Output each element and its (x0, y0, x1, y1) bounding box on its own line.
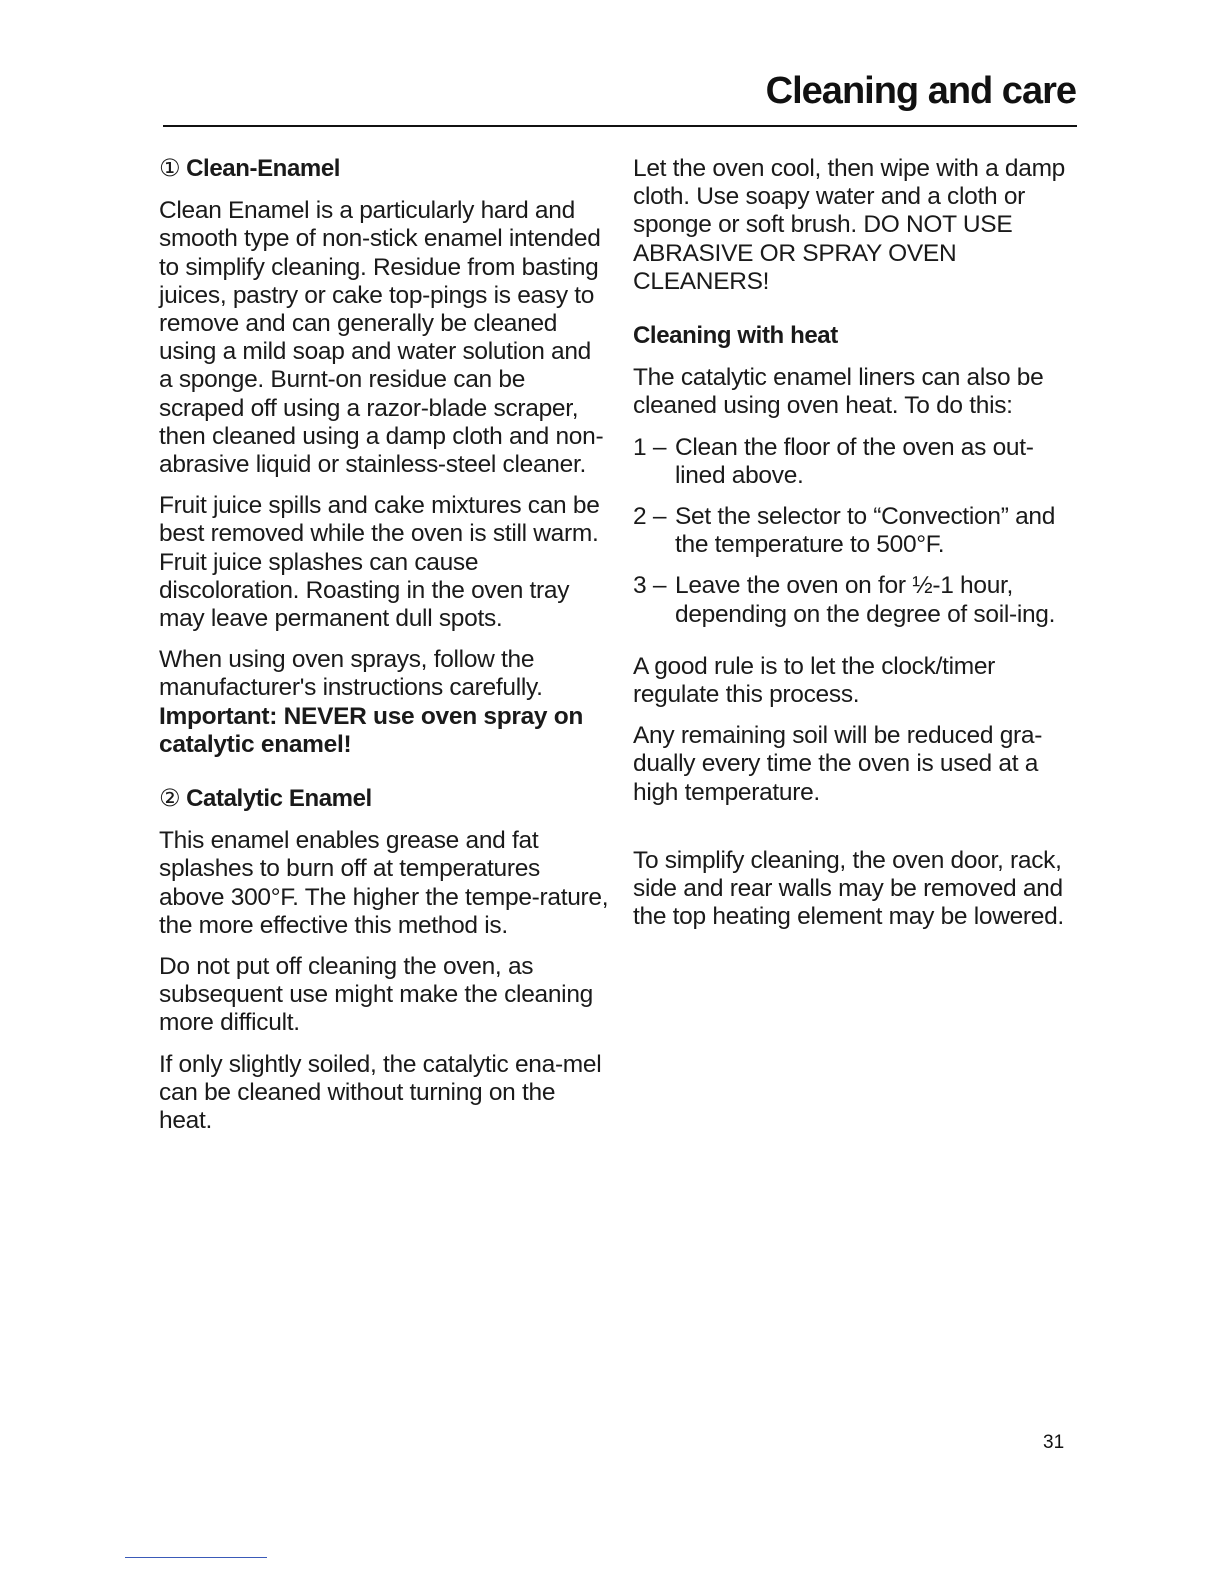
right-column (633, 155, 1083, 944)
paragraph: The catalytic enamel liners can also be cleaned using oven heat. To do this: (633, 364, 1044, 420)
title-divider (163, 125, 1077, 127)
left-column (159, 155, 609, 1148)
section-heading-catalytic-enamel (159, 785, 609, 813)
page-title: Cleaning and care (765, 70, 1076, 112)
list-item (633, 503, 1083, 559)
step-text: Set the selector to “Convection” and the temperature to 500°F. (675, 503, 1056, 559)
section-heading-clean-enamel (159, 155, 609, 183)
step-number: 2 – (633, 503, 667, 531)
list-item (633, 572, 1083, 628)
paragraph-text: When using oven sprays, follow the manufacturer's instructions carefully. (159, 646, 543, 702)
paragraph: Let the oven cool, then wipe with a damp cloth. Use soapy water and a cloth or sponge or soft brush. DO NOT USE ABRASIVE OR SPRAY OVEN CLEANERS! (633, 155, 1066, 295)
section-title: Catalytic Enamel (186, 785, 372, 813)
paragraph: If only slightly soiled, the catalytic ena-mel can be cleaned without turning on the heat. (159, 1050, 602, 1135)
section-number-1: ① (159, 155, 181, 182)
paragraph: Clean Enamel is a particularly hard and smooth type of non-stick enamel intended to simplify cleaning. Residue from basting juices, pastry or cake top-pings is easy to remove and can generally be cleaned using a mild soap and water solution and a sponge. Burnt-on residue can be scraped off using a razor-blade scraper, then cleaned using a damp cloth and non-abrasive liquid or stainless-steel cleaner. (159, 197, 604, 479)
step-number: 1 – (633, 433, 667, 461)
paragraph: A good rule is to let the clock/timer regulate this process. (633, 652, 996, 709)
paragraph: Fruit juice spills and cake mixtures can be best removed while the oven is still warm. Fruit juice splashes can cause discoloration. Roasting in the oven tray may leave permanent dull spots. (159, 492, 600, 633)
steps-list (633, 434, 1083, 629)
step-text: Clean the floor of the oven as out-lined above. (675, 433, 1034, 489)
footer-divider (125, 1557, 267, 1558)
paragraph: Do not put off cleaning the oven, as subsequent use might make the cleaning more difficult. (159, 953, 593, 1037)
step-number: 3 – (633, 572, 667, 600)
paragraph-with-warning (159, 646, 609, 759)
paragraph: This enamel enables grease and fat splashes to burn off at temperatures above 300°F. The higher the tempe-rature, the more effective this method is. (159, 827, 609, 939)
list-item (633, 434, 1083, 490)
page-number: 31 (1043, 1432, 1065, 1453)
section-number-2: ② (159, 785, 181, 813)
warning-text: Important: NEVER use oven spray on catalytic enamel! (159, 702, 584, 758)
paragraph: To simplify cleaning, the oven door, rack, side and rear walls may be removed and the top heating element may be lowered. (633, 846, 1064, 931)
section-title: Clean-Enamel (186, 155, 341, 182)
paragraph: Any remaining soil will be reduced gra-dually every time the oven is used at a high temperature. (633, 722, 1043, 806)
step-text: Leave the oven on for ½-1 hour, depending on the degree of soil-ing. (675, 572, 1056, 628)
section-heading-cleaning-with-heat: Cleaning with heat (633, 322, 838, 350)
